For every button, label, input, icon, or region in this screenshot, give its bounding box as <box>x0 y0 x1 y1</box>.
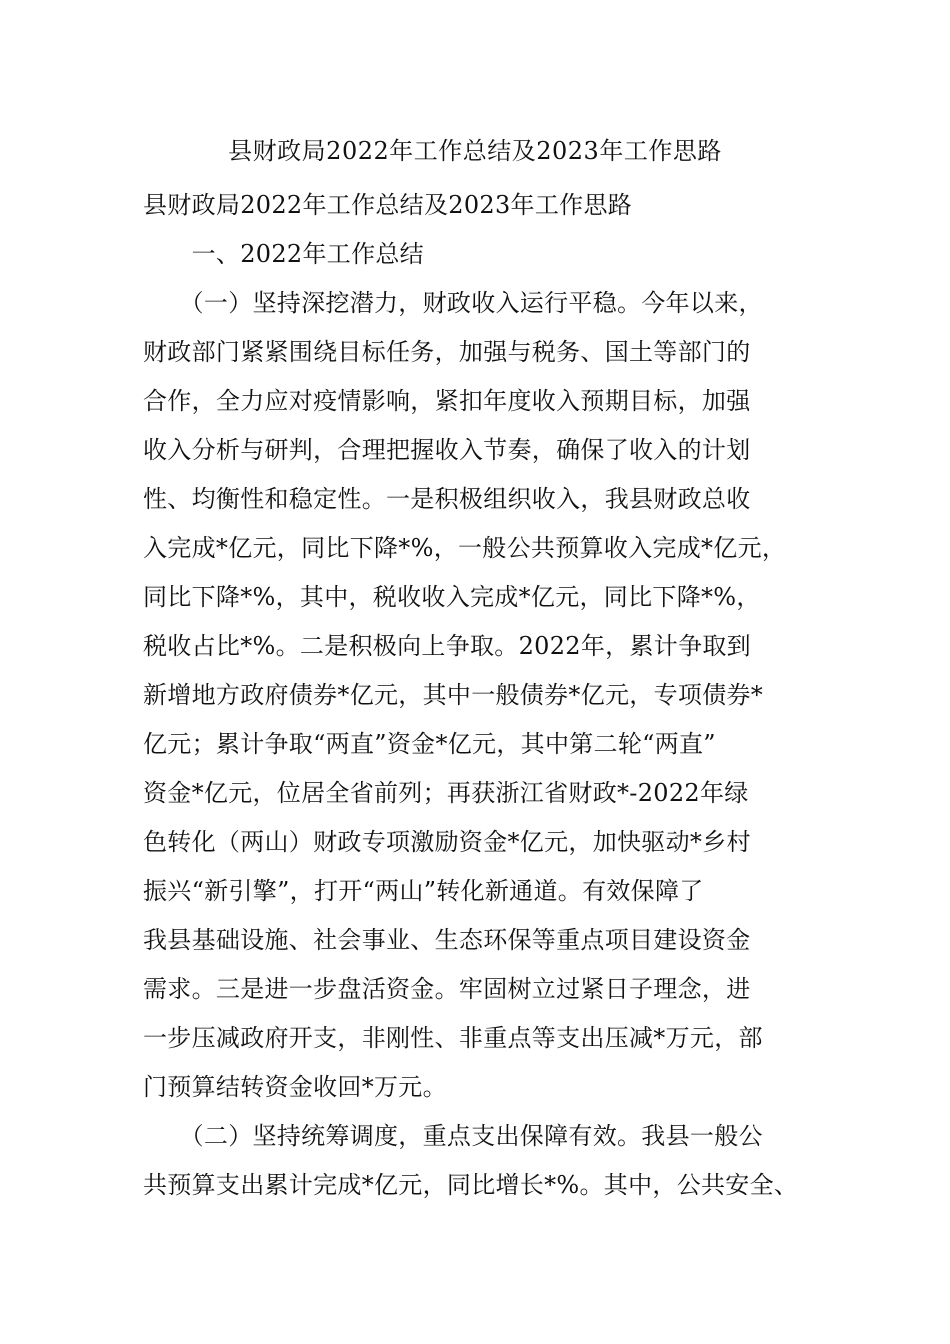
body-line: 色转化（两山）财政专项激励资金*亿元，加快驱动*乡村 <box>143 828 751 856</box>
document-title: 县财政局2022年工作总结及2023年工作思路 <box>228 137 722 165</box>
body-line: 我县基础设施、社会事业、生态环保等重点项目建设资金 <box>143 926 751 954</box>
body-line: 需求。三是进一步盘活资金。牢固树立过紧日子理念，进 <box>143 975 751 1003</box>
body-line: （二）坚持统筹调度，重点支出保障有效。我县一般公 <box>143 1122 763 1150</box>
body-line: 一步压减政府开支，非刚性、非重点等支出压减*万元，部 <box>143 1024 763 1052</box>
body-line: 财政部门紧紧围绕目标任务，加强与税务、国土等部门的 <box>143 338 751 366</box>
body-line: 亿元；累计争取“两直”资金*亿元，其中第二轮“两直” <box>143 730 716 758</box>
body-line: 新增地方政府债券*亿元，其中一般债券*亿元，专项债券* <box>143 681 764 709</box>
body-line: 门预算结转资金收回*万元。 <box>143 1073 447 1101</box>
document-body <box>143 181 833 1210</box>
body-line: 收入分析与研判，合理把握收入节奏，确保了收入的计划 <box>143 436 751 464</box>
body-line: 资金*亿元，位居全省前列；再获浙江省财政*-2022年绿 <box>143 779 749 807</box>
body-line: 共预算支出累计完成*亿元，同比增长*%。其中，公共安全、 <box>143 1171 799 1199</box>
body-line: （一）坚持深挖潜力，财政收入运行平稳。今年以来， <box>143 289 763 317</box>
body-line: 税收占比*%。二是积极向上争取。2022年，累计争取到 <box>143 632 751 660</box>
body-line: 同比下降*%，其中，税收收入完成*亿元，同比下降*%， <box>143 583 761 611</box>
body-line: 县财政局2022年工作总结及2023年工作思路 <box>143 191 633 219</box>
body-line: 性、均衡性和稳定性。一是积极组织收入，我县财政总收 <box>143 485 751 513</box>
body-line: 振兴“新引擎”，打开“两山”转化新通道。有效保障了 <box>143 877 704 905</box>
section-heading: 一、2022年工作总结 <box>143 240 424 268</box>
body-line: 入完成*亿元，同比下降*%，一般公共预算收入完成*亿元， <box>143 534 787 562</box>
body-line: 合作，全力应对疫情影响，紧扣年度收入预期目标，加强 <box>143 387 751 415</box>
